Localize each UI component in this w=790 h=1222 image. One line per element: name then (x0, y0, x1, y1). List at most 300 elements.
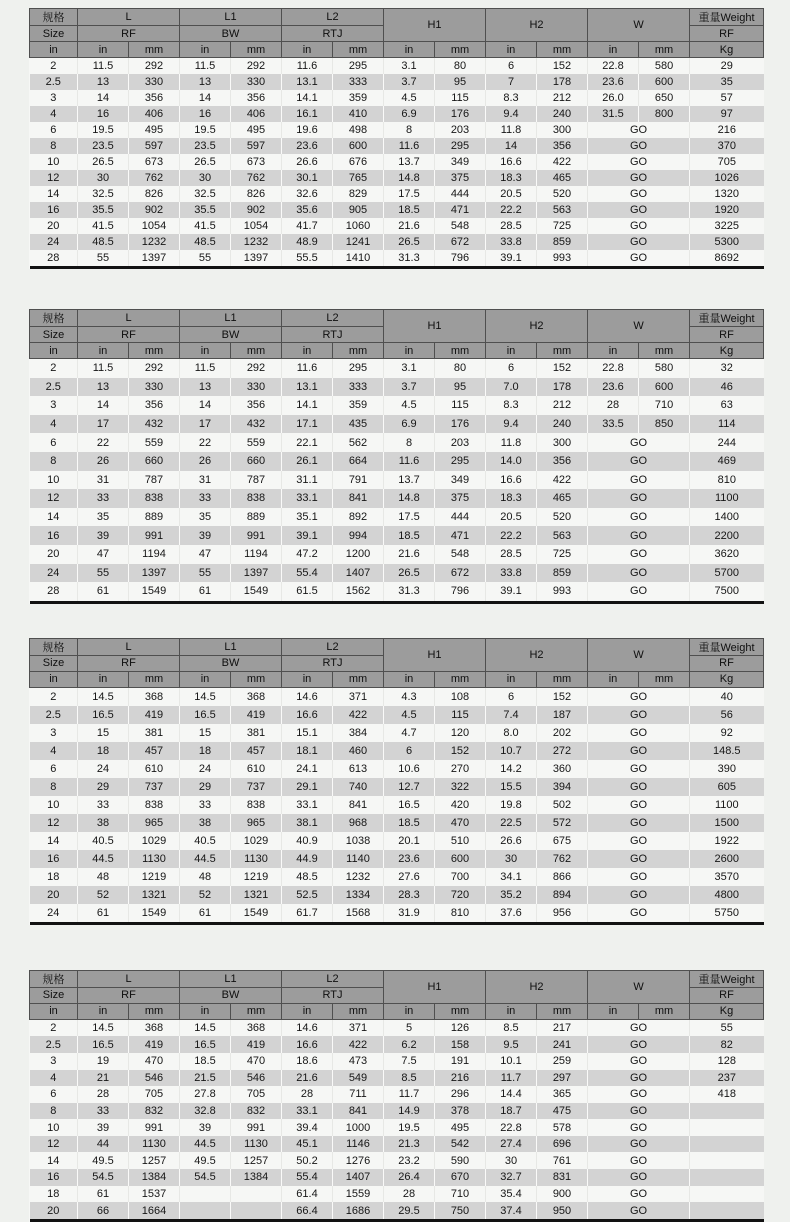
header-w: W (588, 310, 690, 343)
cell-h1-mm: 600 (435, 850, 486, 868)
cell-h1-in: 10.6 (384, 760, 435, 778)
cell-size: 3 (50, 1055, 57, 1068)
cell-h2-in: 22.2 (486, 526, 537, 545)
cell-h2-mm: 394 (537, 778, 588, 796)
cell-l-mm: 1029 (129, 832, 180, 850)
table-row (30, 545, 764, 564)
cell-l-mm: 1384 (129, 1169, 180, 1186)
cell-h2-mm: 178 (537, 378, 588, 397)
cell-h2-mm: 563 (537, 202, 588, 218)
cell-l-in: 11.5 (78, 359, 129, 378)
header-h1: H1 (384, 638, 486, 671)
cell-l-in: 22 (78, 433, 129, 452)
cell-l2-in: 11.6 (282, 58, 333, 75)
cell-size: 12 (47, 1138, 60, 1151)
unit-in: in (180, 1003, 231, 1019)
cell-weight-kg: 7500 (690, 582, 764, 602)
cell-l-in: 16.5 (78, 706, 129, 724)
cell-l-mm: 368 (129, 687, 180, 706)
cell-h1-mm: 548 (435, 218, 486, 234)
cell-h2-mm: 894 (537, 886, 588, 904)
cell-h2-mm: 993 (537, 250, 588, 268)
table-row (30, 796, 764, 814)
cell-h1-in: 28.3 (384, 886, 435, 904)
cell-h1-mm: 203 (435, 433, 486, 452)
cell-l2-mm: 1241 (333, 234, 384, 250)
cell-l2-in: 14.1 (282, 90, 333, 106)
cell-l2-in: 61.7 (282, 904, 333, 924)
cell-h2-in: 7 (486, 74, 537, 90)
table-row (30, 1136, 764, 1153)
cell-weight-kg: 605 (690, 778, 764, 796)
cell-h1-mm: 176 (435, 106, 486, 122)
cell-l2-mm: 841 (333, 796, 384, 814)
cell-size: 16 (47, 852, 60, 865)
cell-w-in: GO (588, 1186, 690, 1203)
cell-l2-in: 29.1 (282, 778, 333, 796)
cell-l2-mm: 1232 (333, 868, 384, 886)
cell-l2-in: 48.5 (282, 868, 333, 886)
cell-l-mm: 826 (129, 186, 180, 202)
cell-l1-in: 22 (180, 433, 231, 452)
cell-l2-mm: 371 (333, 1019, 384, 1036)
cell-l-mm: 1257 (129, 1152, 180, 1169)
cell-l1-mm: 660 (231, 452, 282, 471)
table-row (30, 760, 764, 778)
cell-h2-in: 18.7 (486, 1103, 537, 1120)
cell-w-in: GO (588, 582, 690, 602)
cell-l1-in: 30 (180, 170, 231, 186)
cell-l1-in: 39 (180, 526, 231, 545)
cell-size: 4 (50, 418, 57, 431)
cell-h2-in: 9.4 (486, 106, 537, 122)
cell-l2-in: 35.6 (282, 202, 333, 218)
cell-w-in: 33.5 (588, 415, 639, 434)
cell-l-in: 66 (78, 1202, 129, 1220)
unit-in: in (78, 42, 129, 58)
cell-l2-in: 55.4 (282, 1169, 333, 1186)
cell-h2-mm: 993 (537, 582, 588, 602)
unit-mm: mm (639, 42, 690, 58)
table-row (30, 74, 764, 90)
cell-w-in: GO (588, 760, 690, 778)
cell-w-in: GO (588, 814, 690, 832)
cell-l-in: 39 (78, 1119, 129, 1136)
cell-h1-mm: 548 (435, 545, 486, 564)
cell-size: 6 (50, 124, 57, 136)
table-row (30, 687, 764, 706)
unit-in: in (486, 671, 537, 687)
cell-h1-in: 17.5 (384, 508, 435, 527)
unit-in: in (486, 1003, 537, 1019)
cell-l-in: 55 (78, 564, 129, 583)
cell-w-in: GO (588, 1119, 690, 1136)
cell-l-in: 14 (78, 90, 129, 106)
table-row (30, 122, 764, 138)
cell-l-in: 52 (78, 886, 129, 904)
table-row (30, 415, 764, 434)
table-row (30, 170, 764, 186)
cell-weight-kg: 5300 (690, 234, 764, 250)
cell-l1-mm: 832 (231, 1103, 282, 1120)
cell-w-in: GO (588, 138, 690, 154)
cell-weight-kg: 56 (690, 706, 764, 724)
cell-l1-mm: 1029 (231, 832, 282, 850)
table-row (30, 1103, 764, 1120)
unit-in: in (78, 343, 129, 359)
cell-h2-mm: 240 (537, 106, 588, 122)
cell-h2-mm: 356 (537, 452, 588, 471)
cell-l-mm: 838 (129, 489, 180, 508)
cell-h2-in: 26.6 (486, 832, 537, 850)
cell-l-in: 30 (78, 170, 129, 186)
cell-h2-mm: 950 (537, 1202, 588, 1220)
cell-l1-mm: 432 (231, 415, 282, 434)
cell-h1-mm: 720 (435, 886, 486, 904)
cell-l-mm: 787 (129, 471, 180, 490)
header-rf: RF (78, 655, 180, 671)
cell-h2-in: 6 (486, 359, 537, 378)
unit-in: in (486, 42, 537, 58)
cell-weight-kg: 237 (690, 1070, 764, 1087)
cell-l1-in: 26.5 (180, 154, 231, 170)
cell-h2-in: 18.3 (486, 489, 537, 508)
cell-l-in: 40.5 (78, 832, 129, 850)
unit-mm: mm (129, 671, 180, 687)
cell-h1-mm: 120 (435, 724, 486, 742)
cell-h1-in: 26.4 (384, 1169, 435, 1186)
header-size-cn: 规格 (30, 638, 78, 655)
cell-size: 4 (50, 1071, 57, 1084)
cell-h1-in: 31.3 (384, 250, 435, 268)
cell-weight-kg (690, 1202, 764, 1220)
cell-l1-mm: 838 (231, 796, 282, 814)
cell-l2-in: 26.6 (282, 154, 333, 170)
cell-weight-kg: 469 (690, 452, 764, 471)
table-row (30, 1169, 764, 1186)
cell-h1-mm: 176 (435, 415, 486, 434)
cell-h1-mm: 375 (435, 170, 486, 186)
cell-l1-mm: 368 (231, 1019, 282, 1036)
cell-w-in: 26.0 (588, 90, 639, 106)
cell-l2-mm: 371 (333, 687, 384, 706)
cell-h2-mm: 675 (537, 832, 588, 850)
table-row (30, 1202, 764, 1220)
header-h2: H2 (486, 310, 588, 343)
cell-l-mm: 673 (129, 154, 180, 170)
cell-w-in: GO (588, 545, 690, 564)
cell-h2-mm: 360 (537, 760, 588, 778)
cell-l1-in: 49.5 (180, 1152, 231, 1169)
cell-l-mm: 292 (129, 58, 180, 75)
cell-size: 2 (50, 1022, 57, 1035)
cell-weight-kg: 1920 (690, 202, 764, 218)
dimension-table-2 (29, 309, 764, 604)
cell-size: 8 (50, 140, 57, 152)
cell-l2-in: 40.9 (282, 832, 333, 850)
cell-l2-in: 18.1 (282, 742, 333, 760)
cell-h2-in: 35.4 (486, 1186, 537, 1203)
cell-h1-mm: 750 (435, 1202, 486, 1220)
table-row (30, 850, 764, 868)
cell-l-mm: 381 (129, 724, 180, 742)
cell-l1-mm: 1130 (231, 1136, 282, 1153)
cell-l2-in: 50.2 (282, 1152, 333, 1169)
cell-l-mm: 965 (129, 814, 180, 832)
cell-h1-in: 5 (384, 1019, 435, 1036)
cell-size: 14 (47, 188, 60, 200)
cell-h1-mm: 670 (435, 1169, 486, 1186)
cell-l2-in: 33.1 (282, 796, 333, 814)
cell-l1-mm: 330 (231, 74, 282, 90)
unit-mm: mm (333, 671, 384, 687)
cell-w-in: GO (588, 1202, 690, 1220)
unit-in: in (384, 1003, 435, 1019)
unit-in: in (282, 1003, 333, 1019)
cell-h1-mm: 495 (435, 1119, 486, 1136)
cell-l1-in: 14 (180, 396, 231, 415)
dimension-table-3 (29, 638, 764, 925)
cell-l2-mm: 359 (333, 396, 384, 415)
cell-l2-in: 14.6 (282, 1019, 333, 1036)
cell-w-in: GO (588, 1169, 690, 1186)
cell-h2-in: 37.4 (486, 1202, 537, 1220)
cell-weight-kg: 390 (690, 760, 764, 778)
cell-l2-mm: 562 (333, 433, 384, 452)
cell-h1-in: 31.3 (384, 582, 435, 602)
cell-l2-mm: 968 (333, 814, 384, 832)
cell-w-in: GO (588, 471, 690, 490)
cell-l-mm: 356 (129, 396, 180, 415)
table-row (30, 582, 764, 602)
cell-h2-in: 34.1 (486, 868, 537, 886)
header-size-en: Size (30, 655, 78, 671)
cell-l2-mm: 711 (333, 1086, 384, 1103)
header-size-en: Size (30, 327, 78, 343)
cell-l1-in: 55 (180, 564, 231, 583)
table-body (30, 687, 764, 923)
cell-h1-mm: 80 (435, 359, 486, 378)
cell-w-mm: 600 (639, 378, 690, 397)
cell-h1-in: 20.1 (384, 832, 435, 850)
unit-in: in (588, 42, 639, 58)
cell-size: 12 (47, 492, 60, 505)
cell-l2-mm: 841 (333, 489, 384, 508)
cell-h1-in: 26.5 (384, 234, 435, 250)
cell-h1-in: 14.9 (384, 1103, 435, 1120)
cell-l-in: 44 (78, 1136, 129, 1153)
unit-mm: mm (639, 343, 690, 359)
cell-weight-kg: 55 (690, 1019, 764, 1036)
header-h1: H1 (384, 970, 486, 1003)
cell-l2-in: 22.1 (282, 433, 333, 452)
cell-l2-in: 35.1 (282, 508, 333, 527)
cell-l1-mm: 495 (231, 122, 282, 138)
cell-h1-in: 27.6 (384, 868, 435, 886)
cell-h1-mm: 710 (435, 1186, 486, 1203)
cell-w-in: GO (588, 250, 690, 268)
cell-h2-in: 30 (486, 1152, 537, 1169)
cell-h2-in: 14 (486, 138, 537, 154)
table-header (30, 9, 764, 58)
cell-w-in: GO (588, 526, 690, 545)
cell-l-mm: 991 (129, 526, 180, 545)
cell-h1-in: 8.5 (384, 1070, 435, 1087)
table-row (30, 186, 764, 202)
cell-l-mm: 1664 (129, 1202, 180, 1220)
cell-l1-mm: 1549 (231, 904, 282, 924)
cell-w-mm: 580 (639, 58, 690, 75)
cell-size: 28 (47, 252, 60, 264)
table-row (30, 234, 764, 250)
cell-l2-mm: 460 (333, 742, 384, 760)
cell-size: 18 (47, 1187, 60, 1200)
cell-l2-in: 30.1 (282, 170, 333, 186)
unit-kg: Kg (690, 42, 764, 58)
cell-w-in: GO (588, 1053, 690, 1070)
cell-l2-in: 61.4 (282, 1186, 333, 1203)
cell-h2-in: 30 (486, 850, 537, 868)
cell-l-in: 23.5 (78, 138, 129, 154)
cell-h1-in: 13.7 (384, 471, 435, 490)
cell-h2-mm: 859 (537, 234, 588, 250)
cell-l-in: 41.5 (78, 218, 129, 234)
cell-l2-in: 41.7 (282, 218, 333, 234)
cell-h1-mm: 95 (435, 74, 486, 90)
cell-l2-in: 28 (282, 1086, 333, 1103)
cell-h1-mm: 510 (435, 832, 486, 850)
cell-l-mm: 1321 (129, 886, 180, 904)
cell-h1-mm: 471 (435, 526, 486, 545)
cell-h2-in: 18.3 (486, 170, 537, 186)
cell-l2-mm: 384 (333, 724, 384, 742)
cell-h2-in: 14.4 (486, 1086, 537, 1103)
cell-l2-mm: 1686 (333, 1202, 384, 1220)
cell-weight-kg: 1320 (690, 186, 764, 202)
table-row (30, 886, 764, 904)
cell-w-in: GO (588, 1036, 690, 1053)
table-row (30, 868, 764, 886)
header-bw: BW (180, 327, 282, 343)
header-rf: RF (78, 987, 180, 1003)
cell-l1-mm: 1219 (231, 868, 282, 886)
cell-l1-in: 16.5 (180, 1036, 231, 1053)
cell-l1-in: 61 (180, 904, 231, 924)
table-row (30, 1086, 764, 1103)
cell-h2-mm: 465 (537, 170, 588, 186)
cell-l2-in: 18.6 (282, 1053, 333, 1070)
unit-mm: mm (129, 42, 180, 58)
header-size-cn: 规格 (30, 970, 78, 987)
cell-l1-in: 18.5 (180, 1053, 231, 1070)
cell-l2-in: 14.6 (282, 687, 333, 706)
cell-l1-mm: 419 (231, 706, 282, 724)
cell-l2-mm: 892 (333, 508, 384, 527)
cell-size: 2.5 (45, 380, 61, 393)
unit-in: in (30, 1003, 78, 1019)
cell-h1-mm: 126 (435, 1019, 486, 1036)
cell-l-in: 21 (78, 1070, 129, 1087)
cell-h1-in: 19.5 (384, 1119, 435, 1136)
cell-l-mm: 406 (129, 106, 180, 122)
cell-l1-mm: 1397 (231, 564, 282, 583)
cell-l-in: 47 (78, 545, 129, 564)
cell-size: 2 (50, 362, 57, 375)
cell-l2-in: 11.6 (282, 359, 333, 378)
cell-w-in: GO (588, 433, 690, 452)
cell-l2-mm: 473 (333, 1053, 384, 1070)
cell-h2-mm: 475 (537, 1103, 588, 1120)
unit-mm: mm (435, 42, 486, 58)
cell-size: 14 (47, 1154, 60, 1167)
cell-w-in: GO (588, 687, 690, 706)
header-size-cn: 规格 (30, 9, 78, 26)
cell-h1-in: 18.5 (384, 202, 435, 218)
cell-size: 14 (47, 834, 60, 847)
cell-h1-mm: 542 (435, 1136, 486, 1153)
cell-size: 4 (50, 108, 57, 120)
cell-h1-in: 18.5 (384, 814, 435, 832)
cell-size: 2 (50, 690, 57, 703)
cell-h2-in: 14.2 (486, 760, 537, 778)
cell-h1-in: 21.6 (384, 545, 435, 564)
cell-h2-mm: 300 (537, 433, 588, 452)
cell-l2-in: 19.6 (282, 122, 333, 138)
cell-l1-in: 16.5 (180, 706, 231, 724)
cell-weight-kg: 3620 (690, 545, 764, 564)
cell-l1-in: 35.5 (180, 202, 231, 218)
cell-h1-mm: 700 (435, 868, 486, 886)
cell-l2-in: 39.4 (282, 1119, 333, 1136)
table-row (30, 1152, 764, 1169)
cell-l2-mm: 905 (333, 202, 384, 218)
cell-l1-mm: 762 (231, 170, 282, 186)
cell-h2-mm: 725 (537, 545, 588, 564)
cell-l1-in (180, 1202, 231, 1220)
cell-l2-in: 13.1 (282, 378, 333, 397)
cell-w-in: GO (588, 218, 690, 234)
cell-l1-mm: 673 (231, 154, 282, 170)
cell-l-in: 19.5 (78, 122, 129, 138)
cell-l-in: 31 (78, 471, 129, 490)
table-row (30, 1070, 764, 1087)
cell-weight-kg: 1400 (690, 508, 764, 527)
cell-l1-in: 24 (180, 760, 231, 778)
cell-l2-in: 55.5 (282, 250, 333, 268)
header-size-en: Size (30, 26, 78, 42)
header-h1: H1 (384, 310, 486, 343)
cell-l2-mm: 359 (333, 90, 384, 106)
cell-l1-mm: 356 (231, 90, 282, 106)
cell-l1-in: 13 (180, 74, 231, 90)
header-l: L (78, 638, 180, 655)
cell-w-mm: 850 (639, 415, 690, 434)
header-bw: BW (180, 655, 282, 671)
cell-l1-mm: 1194 (231, 545, 282, 564)
table-row (30, 1019, 764, 1036)
cell-h1-mm: 115 (435, 706, 486, 724)
cell-size: 10 (47, 473, 60, 486)
cell-h2-in: 9.4 (486, 415, 537, 434)
cell-l2-mm: 1146 (333, 1136, 384, 1153)
cell-l2-mm: 549 (333, 1070, 384, 1087)
table-row (30, 778, 764, 796)
cell-l1-in: 52 (180, 886, 231, 904)
cell-l2-mm: 1200 (333, 545, 384, 564)
cell-l1-in: 18 (180, 742, 231, 760)
cell-l-mm: 419 (129, 1036, 180, 1053)
cell-l1-mm: 546 (231, 1070, 282, 1087)
